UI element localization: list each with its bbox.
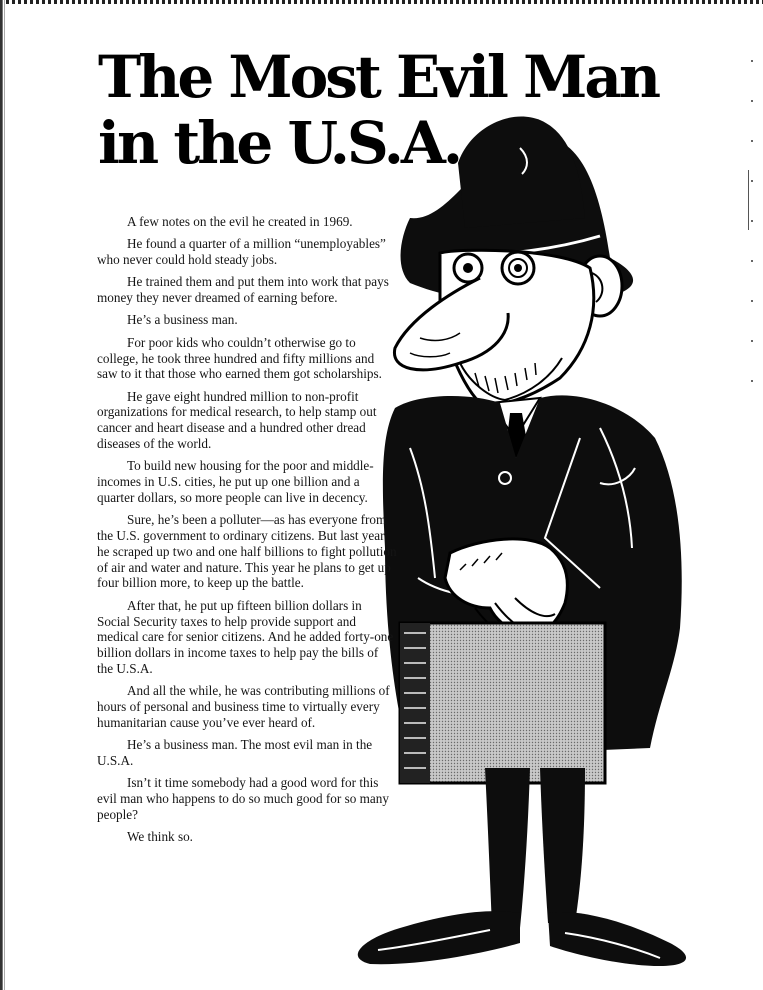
body-copy — [97, 214, 397, 851]
paragraph: He’s a business man. — [127, 312, 238, 328]
paragraph: Isn’t it time somebody had a good word for this evil man who happens to do so much good for so many people? — [97, 775, 389, 822]
right-margin-marks — [751, 60, 753, 420]
paragraph: He gave eight hundred million to non-profit organizations for medical research, to help stamp out cancer and heart disease and a hundred other dread diseases of the world. — [97, 388, 377, 452]
paragraph: For poor kids who couldn’t otherwise go to college, he took three hundred and fifty millions and saw to it that those who earned them got scholarships. — [97, 334, 382, 382]
paragraph: We think so. — [127, 829, 193, 845]
right-margin-line — [748, 170, 749, 230]
paragraph: He trained them and put them into work that pays money they never dreamed of earning before. — [97, 274, 389, 306]
paragraph: After that, he put up fifteen billion dollars in Social Security taxes to help provide support and medical care for senior citizens. And he added forty-one billion dollars in income taxes to help pay the bills of the U.S.A. — [97, 597, 394, 676]
headline — [98, 44, 658, 176]
left-binding-edge — [0, 0, 6, 990]
headline-line-1: The Most Evil Man — [98, 43, 659, 111]
paragraph: Sure, he’s been a polluter—as has everyone from the U.S. government to ordinary citizens. But last year he scraped up two and one half billions to fight pollution of air and water and nature. This year he plans to get up four billion more, to keep up the battle. — [97, 512, 397, 591]
paragraph: A few notes on the evil he created in 1969. — [127, 214, 353, 229]
paragraph: To build new housing for the poor and middle-incomes in U.S. cities, he put up one billion and a quarter dollars, so more people can live in decency. — [97, 458, 374, 505]
paragraph: He found a quarter of a million “unemployables” who never could hold steady jobs. — [97, 236, 386, 268]
headline-line-2: in the U.S.A. — [98, 109, 461, 177]
top-border — [0, 0, 763, 4]
paragraph: He’s a business man. The most evil man in the U.S.A. — [97, 737, 373, 768]
paragraph: And all the while, he was contributing millions of hours of personal and business time to virtually every humanitarian cause you’ve ever heard of. — [97, 683, 390, 730]
